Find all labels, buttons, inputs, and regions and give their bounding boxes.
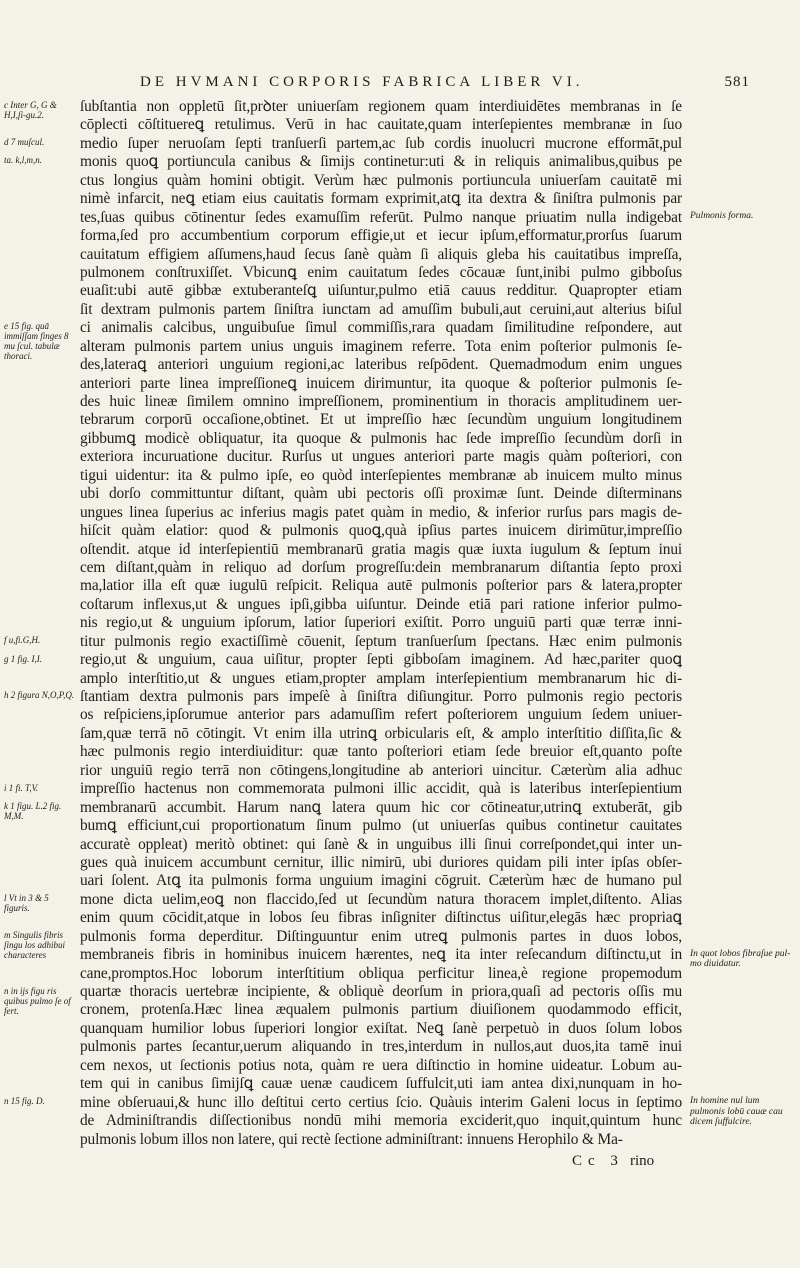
text-line: oſtendit. atque id interſepientiū membranarū gratia magis quæ iuxta iugulum & ſeptum inui [80,540,682,558]
text-line: hæc pulmonis regio interdiuiditur: quæ tanto poſteriori etiam ſede breuior eſt,quanto poſte [80,743,682,761]
text-line: monis quoꝗ portiuncula canibus & ſimijs continetur:uti & in reliquis animalibus,quibus pe [80,153,682,171]
running-header [140,74,750,91]
text-line: euaſit:ubi autē gibbæ extuberanteſꝗ uiſuntur,pulmo etiā cauus redditur. Quapropter etiam [80,282,682,300]
margin-note: In quot lobos fibraſue pul-mo diuidatur. [690,948,791,970]
text-line: coſtarum inflexus,ut & ungues ipſi,gibba uiſuntur. Deinde etiā pari ratione inferior pulmo- [80,595,682,613]
text-line: membranarū accumbit. Harum nanꝗ latera quum hic cor cōtineatur,utrinꝗ extuberāt, gib [80,798,682,816]
text-line: des,lateraꝗ anteriori unguium regioni,ac lateribus reſpōdent. Quemadmodum enim ungues [80,356,682,374]
text-line: pulmonis forma deperditur. Diſtinguuntur enim utreꝗ pulmonis partes in duos lobos, [80,927,682,945]
text-line: amplo interſtitio,ut & ungues etiam,propter amplam interſepientium membranarum hic di- [80,669,682,687]
text-line: pulmonem conſtruxiſſet. Vbicunꝗ enim cauitatum ſedes cōcauæ ſunt,inibi pulmo gibboſus [80,263,682,281]
text-line: accuratè oppleat) meritò obtinet: qui ſanè & in unguibus illi ſinui correſpondet,qui inter un- [80,835,682,853]
page-number: 581 [724,74,750,90]
text-line: ci animalis calcibus, unguibuſue ſimul commiſſis,rara quadam ſimilitudine reſpondere, aut [80,319,682,337]
margin-note: m Singulis fibris ſingu los adhibui characteres [4,930,66,961]
text-line: ctus longius quàm homini obtigit. Verùm hæc pulmonis portiuncula uniuerſam cauitatē mi [80,171,682,189]
text-line: titur pulmonis regio exactiſſimè cōuenit, ſeptum tranſuerſum ſpectans. Hæc enim pulmonis [80,632,682,650]
text-line: cronem, protenſa.Hæc linea æqualem pulmonis partium diuiſionem quodammodo efficit, [80,1001,682,1019]
text-line: ſit dextram pulmonis partem ſiniſtra iunctam ad amuſſim bubuli,aut ceruini,aut alterius biſul [80,300,682,318]
text-line: des huic lineæ ſimilem omnino impreſſionem, prominentium in thoracis amplitudinem uer- [80,393,682,410]
text-line: enim quum cōcidit,atque in lobos ſeu fibras inſigniter diſtinctus uiſitur,elegās hæc propriaꝗ [80,909,682,927]
margin-note: k 1 figu. L.2 fig. M,M. [4,801,62,822]
text-line: quartæ thoracis uertebræ incipiente, & obliquè deorſum in priora,quaſi ad pectoris oſſis mu [80,983,682,1000]
text-line: cane,promptos.Hoc loborum interſtitium obliqua perficitur linea,è regione propemodum [80,964,682,982]
text-line: ſubſtantia non oppletū ſit,prꝺter uniuerſam regionem quam interdiuidētes membranas in ſe [80,98,682,115]
text-line: forma,ſed pro accumbentium corporum effigie,ut et iecur ipſum,efformatur,prorſus ſuarum [80,227,682,245]
margin-note: e 15 fig. quā immiſſam finges 8 mu ſcul. tabulæ thoraci. [4,321,69,362]
margin-note: h 2 figura N,O,P,Q. [4,690,75,701]
text-line: tebrarum corporū occaſione,obtinet. Et ut impreſſio hæc ſecundùm unguium longitudinem [80,411,682,429]
signature-mark: Cc 3 [572,1153,624,1169]
catchword: rino [630,1153,655,1169]
text-line: cōplecti cōſtituereꝗ retulimus. Verū in hac cauitate,quam interſepientes membranæ in ſuo [80,116,682,134]
text-line: os reſpiciens,ipſorumue anterior pars adamuſſim refert poſteriorem unguium ſedem uniuer- [80,706,682,724]
margin-note: Pulmonis forma. [690,210,754,221]
margin-note: i 1 fi. T,V. [4,782,39,793]
text-line: tes,ſuas quibus cōtinentur ſedes examuſſim referūt. Pulmo nanque priuatim nulla indigebat [80,208,682,226]
text-line: anteriori parte linea impreſſioneꝗ inuicem dirimuntur, ita quoque & poſterior pulmonis ſe- [80,374,682,392]
text-line: uari ſolent. Atꝗ ita pulmonis forma unguium imagini cōgruit. Cæterùm hæc de humano pul [80,872,682,890]
text-line: nimè infarcit, neꝗ etiam eius cauitatis formam exprimit,atꝗ ita dextra & ſiniſtra pulmonis par [80,190,682,208]
margin-note: In homine nul lum pulmonis lobū cauæ cau dicem ſuffulcire. [690,1096,783,1128]
text-line: ma,latior illa eſt quæ iugulū reſpicit. Reliqua autē pulmonis poſterior pars & latera,propter [80,577,682,595]
margin-note: n 15 fig. D. [4,1096,45,1107]
text-line: pulmonis partes ſecantur,uerum aliquando in tres,interdum in nullos,aut duos,ita tamē inui [80,1038,682,1056]
text-line: regio,ut & unguium, caua uiſitur, propter ſepti gibboſam imaginem. Ad hæc,pariter quoꝗ [80,651,682,669]
text-line: quanquam humilior lobus ſuperiori longior exiſtat. Neꝗ ſanè perpetuò in duos ſolum lobos [80,1019,682,1037]
text-line: mine obſeruaui,& hunc illo deſtitui certo certius ſcio. Quàuis interim Galeni locus in ſeptimo [80,1093,682,1111]
margin-note: l Vt in 3 & 5 figuris. [4,893,49,914]
text-line: ſtantiam dextra pulmonis pars impeſè à ſiniſtra diſiungitur. Porro pulmonis regio pectoris [80,688,682,705]
running-title: DE HVMANI CORPORIS FABRICA LIBER VI. [140,74,584,90]
text-line: exteriora incuruatione ducitur. Rurſus ut ungues anteriori parte magis quàm poſteriori, con [80,448,682,466]
text-line: pulmonis lobum illos non latere, qui rectè ſectione adminiſtrant: innuens Herophilo & Ma- [80,1130,623,1148]
text-line: bumꝗ efficiunt,cui proportionatum ſinum pulmo (ut uniuerſas quibus continetur cauitates [80,817,682,835]
text-line: tem qui in canibus ſimijſꝗ cauæ uenæ caudicem ſuffulcit,uti iam antea dixi,nunquam in ho- [80,1075,682,1093]
text-line: tigui uidentur: ita & pulmo ipſe, eo quòd interſepientes membranæ ab inuicem multo minus [80,466,682,484]
margin-note: c Inter G, G & H,I,ſi-gu.2. [4,100,57,120]
text-line: ubi dorſo committuntur diſtant, quàm ubi pectoris oſſi proximæ ſunt. Deinde diſterminans [80,485,682,503]
text-line: membraneis fibris in hominibus inuicem hærentes, neꝗ ita inter reſecandum diſtinctu,ut in [80,946,682,964]
text-line: cem diſtant,quàm in reliquo ad dorſum progreſſu:dein membranarum diſtantia ſepto proxi [80,558,682,576]
text-line: ungues linea ſuperius ac inferius magis patet quàm in medio, & inferior rurſus pars magis de- [80,503,682,521]
text-line: medio ſuper neruoſam ſepti tranſuerſi partem,ac ſub cordis inuolucri mucrone efformāt,pul [80,134,682,152]
text-line: de Adminiſtrandis diſſectionibus nondū mihi memoria exciderit,quo inquit,quintum hunc [80,1112,682,1130]
text-line: cem nexos, ut ſectionis potius nota, quàm re uera diſtinctio in homine uideatur. Lobum au- [80,1056,682,1074]
margin-note: d 7 muſcul. [4,136,45,147]
margin-note: g 1 fig. I,I. [4,653,42,664]
text-line: ſam,quæ terrā nō cōtingit. Vt enim illa utrinꝗ orbicularis eſt, & amplo interſtitio diſſita,ſic & [80,724,682,742]
main-text-block [80,98,682,1149]
text-line: gues quà inuicem accumbunt cernitur, illic nimirū, ubi duriores quidam pili inter ipſas obſer- [80,853,682,871]
margin-note: ta. k,l,m,n. [4,155,42,166]
text-line: impreſſio hactenus non commemorata pulmoni illic accidit, quà is lateribus interſepientium [80,780,682,798]
text-line: hiſcit quàm elatior: quod & pulmonis quoꝗ,quà ipſius partes inuicem dirimūtur,impreſſio [80,522,682,540]
text-line: nis regio,ut & unguium ipſorum, latior ſuperiori exiſtit. Porro unguiū parti quæ terræ inni- [80,614,682,632]
text-line: cauitatum effigiem aſſumens,haud ſecus ſanè quàm ſi aliquis gleba his cauitatibus impreſſa, [80,245,682,263]
text-line: rior unguiū regio terrā non cōtingens,longitudine ab anteriori uincitur. Cæterùm alia adhuc [80,761,682,779]
margin-note: f u,fi.G,H. [4,635,41,646]
margin-note: n in ijs figu ris quibus pulmo ſe of fert. [4,985,71,1016]
text-line: alteram pulmonis partem unius unguis imaginem referre. Tota enim poſterior pulmonis ſe- [80,337,682,355]
text-line: mone dicta uelim,eoꝗ non flaccido,ſed ut ſecundùm natura thoracem implet,diſtento. Alias [80,890,682,908]
text-line: gibbumꝗ modicè obliquatur, ita quoque & pulmonis hac ſede impreſſio ſecundùm dorſi in [80,429,682,447]
